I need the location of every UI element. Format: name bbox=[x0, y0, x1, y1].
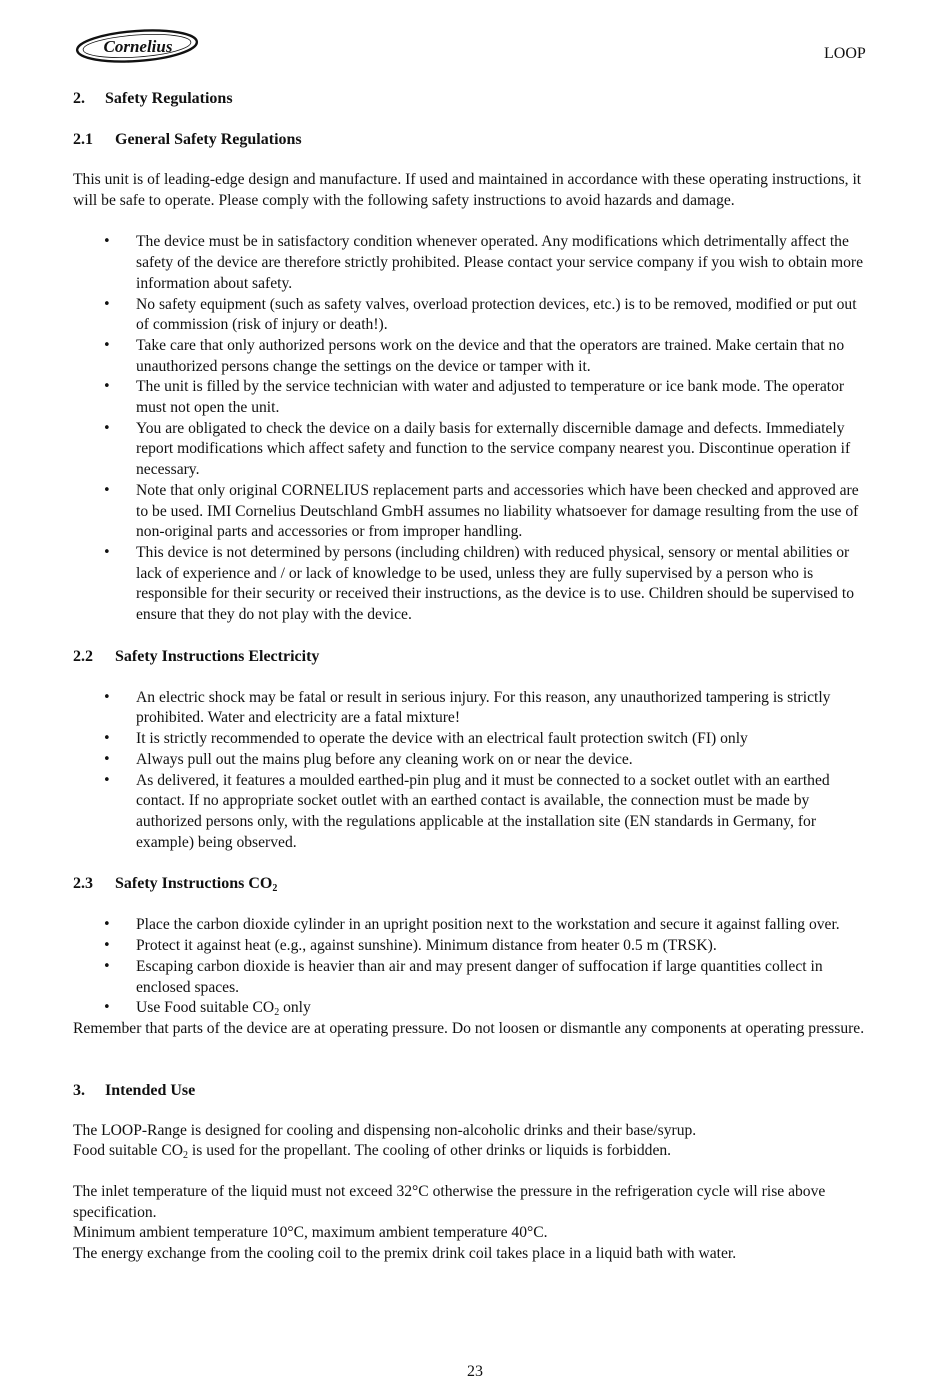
intended-use-line-1: The LOOP-Range is designed for cooling and dispensing non-alcoholic drinks and their base/syrup. bbox=[73, 1121, 697, 1139]
general-safety-intro: This unit is of leading-edge design and manufacture. If used and maintained in accordance with these operating instructions, it will be safe to operate. Please comply with the following safety instructions to avoid hazards and damage. bbox=[73, 171, 862, 209]
heading-title: General Safety Regulations bbox=[115, 131, 302, 148]
list-item: • Protect it against heat (e.g., against sunshine). Minimum distance from heater 0.5 m (TRSK). bbox=[73, 936, 873, 957]
list-item: • Always pull out the mains plug before any cleaning work on or near the device. bbox=[73, 750, 873, 771]
line-text-suffix: is used for the propellant. The cooling of other drinks or liquids is forbidden. bbox=[188, 1142, 672, 1160]
intended-use-line-2 bbox=[73, 1141, 873, 1162]
heading-subscript: 2 bbox=[272, 883, 278, 895]
heading-number: 2. bbox=[73, 90, 85, 107]
heading-safety-regulations bbox=[73, 88, 873, 109]
list-item: • This device is not determined by persons (including children) with reduced physical, sensory or mental abilities or lack of experience and / or lack of knowledge to be used, unless they are fully supervised by a person who is responsible for their security or received their instructions, as the device is to use. Children should be supervised to ensure that they do not play with the device. bbox=[73, 543, 873, 626]
list-item: • It is strictly recommended to operate the device with an electrical fault protection switch (FI) only bbox=[73, 729, 873, 750]
intended-use-energy-exchange: The energy exchange from the cooling coil to the premix drink coil takes place in a liquid bath with water. bbox=[73, 1245, 737, 1263]
cornelius-logo bbox=[74, 26, 200, 66]
list-item-text-suffix: only bbox=[279, 999, 311, 1017]
list-item bbox=[73, 998, 873, 1019]
list-item: • Take care that only authorized persons work on the device and that the operators are trained. Make certain that no unauthorized persons change the settings on the device or tamper with it. bbox=[73, 336, 873, 377]
heading-number: 2.2 bbox=[73, 647, 93, 665]
header-section-label: LOOP bbox=[824, 45, 866, 62]
list-item: • An electric shock may be fatal or result in serious injury. For this reason, any unauthorized tampering is strictly prohibited. Water and electricity are a fatal mixture! bbox=[73, 688, 873, 729]
electricity-list bbox=[73, 688, 873, 854]
list-item: • The device must be in satisfactory condition whenever operated. Any modifications which detrimentally affect the safety of the device are therefore strictly prohibited. Please contact your service company if you wish to obtain more information about safety. bbox=[73, 232, 873, 294]
list-item: • Escaping carbon dioxide is heavier than air and may present danger of suffocation if large quantities collect in enclosed spaces. bbox=[73, 957, 873, 998]
heading-number: 2.3 bbox=[73, 875, 93, 893]
general-safety-list bbox=[73, 232, 873, 625]
heading-intended-use bbox=[73, 1080, 873, 1101]
logo-text: Cornelius bbox=[103, 37, 173, 56]
list-item: • As delivered, it features a moulded earthed-pin plug and it must be connected to a socket outlet with an earthed contact. If no appropriate socket outlet with an earthed contact is available, the connection must be made by authorized persons only, with the regulations applicable at the installation site (EN standards in Germany, for example) being observed. bbox=[73, 771, 873, 854]
intended-use-ambient-temperature: Minimum ambient temperature 10°C, maximum ambient temperature 40°C. bbox=[73, 1224, 548, 1242]
list-item: • Place the carbon dioxide cylinder in an upright position next to the workstation and secure it against falling over. bbox=[73, 915, 873, 936]
heading-general-safety bbox=[73, 129, 873, 150]
heading-number: 3. bbox=[73, 1081, 85, 1099]
co2-list bbox=[73, 915, 873, 1019]
list-item: • You are obligated to check the device on a daily basis for externally discernible damage and defects. Immediately report modifications which affect safety and function to the service company nearest you. Discontinue operation if necessary. bbox=[73, 419, 873, 481]
heading-title: Safety Instructions CO bbox=[115, 875, 273, 893]
line-text: Food suitable CO bbox=[73, 1142, 184, 1160]
heading-title: Safety Instructions Electricity bbox=[115, 647, 320, 665]
intended-use-inlet-temperature: The inlet temperature of the liquid must not exceed 32°C otherwise the pressure in the refrigeration cycle will rise above specification. bbox=[73, 1183, 826, 1221]
heading-co2 bbox=[73, 873, 873, 894]
list-item: • Note that only original CORNELIUS replacement parts and accessories which have been checked and approved are to be used. IMI Cornelius Deutschland GmbH assumes no liability whatsoever for damage resulting from the use of non-original parts and accessories or from improper handling. bbox=[73, 481, 873, 543]
heading-title: Intended Use bbox=[105, 1081, 196, 1099]
heading-electricity bbox=[73, 646, 873, 667]
page-number: 23 bbox=[467, 1363, 483, 1380]
co2-closing: Remember that parts of the device are at operating pressure. Do not loosen or dismantle any components at operating pressure. bbox=[73, 1019, 865, 1037]
list-item-subscript: 2 bbox=[274, 1007, 280, 1019]
heading-title: Safety Regulations bbox=[105, 90, 233, 107]
line-subscript: 2 bbox=[183, 1150, 189, 1162]
page-content bbox=[73, 88, 873, 1265]
list-item: • The unit is filled by the service technician with water and adjusted to temperature or ice bank mode. The operator must not open the unit. bbox=[73, 377, 873, 418]
list-item-text: Use Food suitable CO bbox=[136, 999, 275, 1017]
list-item: • No safety equipment (such as safety valves, overload protection devices, etc.) is to be removed, modified or put out of commission (risk of injury or death!). bbox=[73, 295, 873, 336]
heading-number: 2.1 bbox=[73, 131, 93, 148]
